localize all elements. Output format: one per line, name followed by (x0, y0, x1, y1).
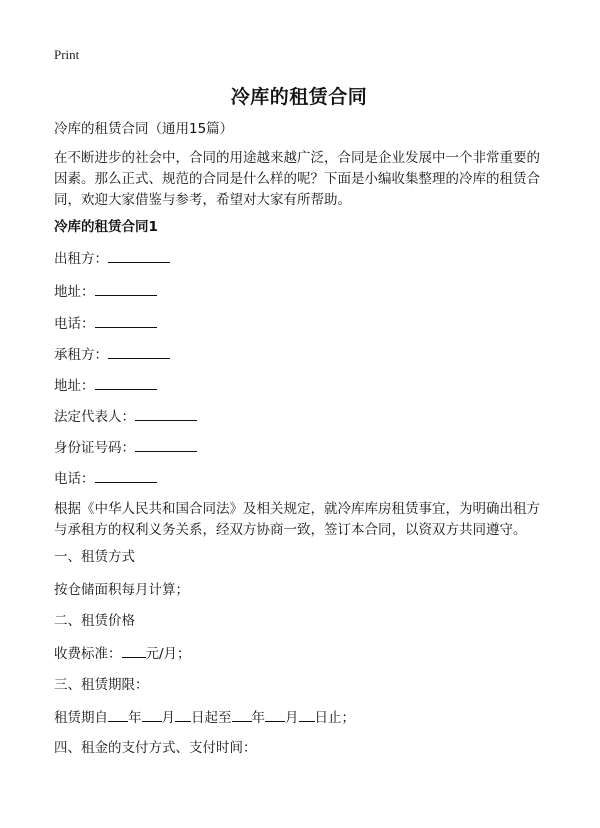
field-label: 法定代表人： (54, 409, 135, 425)
basis-paragraph: 根据《中华人民共和国合同法》及相关规定，就冷库库房租赁事宜，为明确出租方与承租方的权利义务关系，经双方协商一致，签订本合同，以资双方共同遵守。 (54, 501, 540, 538)
document-subtitle: 冷库的租赁合同（通用15篇） (54, 121, 234, 137)
blank-line (232, 707, 252, 722)
print-link[interactable]: Print (54, 47, 80, 62)
field-address-lessee (54, 375, 157, 396)
intro-paragraph: 在不断进步的社会中，合同的用途越来越广泛，合同是企业发展中一个非常重要的因素。那么正式、规范的合同是什么样的呢？下面是小编收集整理的冷库的租赁合同，欢迎大家借鉴与参考，希望对大家有所帮助。 (54, 150, 540, 208)
field-label: 身份证号码： (54, 440, 135, 456)
term-month: 月 (161, 710, 175, 726)
clause-1-heading: 一、租赁方式 (54, 549, 135, 565)
field-lessor (54, 248, 170, 269)
field-phone-lessee (54, 468, 157, 489)
clause-2-body (54, 643, 191, 664)
term-text: 租赁期自 (54, 710, 108, 726)
clause-3-body (54, 707, 355, 728)
blank-line (95, 313, 157, 328)
term-year: 年 (128, 710, 142, 726)
blank-line (265, 707, 285, 722)
blank-line (95, 281, 157, 296)
blank-line (142, 707, 162, 722)
blank-line (108, 707, 128, 722)
field-lessee (54, 344, 170, 365)
field-label: 承租方： (54, 347, 108, 363)
term-month: 月 (285, 710, 299, 726)
term-to: 日止； (314, 710, 355, 726)
blank-line (175, 707, 191, 722)
fee-unit: 元/月； (145, 646, 191, 662)
blank-line (299, 707, 315, 722)
page-title: 冷库的租赁合同 (230, 86, 368, 108)
section-heading: 冷库的租赁合同1 (54, 219, 158, 235)
field-legal-rep (54, 406, 197, 427)
blank-line (95, 375, 157, 390)
clause-4-heading: 四、租金的支付方式、支付时间： (54, 740, 257, 756)
field-id-number (54, 437, 197, 458)
blank-line (135, 406, 197, 421)
field-label: 电话： (54, 316, 95, 332)
clause-3-heading: 三、租赁期限： (54, 677, 149, 693)
field-label: 电话： (54, 471, 95, 487)
clause-1-body: 按仓储面积每月计算； (54, 582, 189, 598)
blank-line (108, 344, 170, 359)
blank-line (95, 468, 157, 483)
blank-line (135, 437, 197, 452)
blank-line (108, 248, 170, 263)
field-label: 地址： (54, 284, 95, 300)
fee-label: 收费标准： (54, 646, 122, 662)
blank-line (122, 643, 146, 658)
clause-2-heading: 二、租赁价格 (54, 613, 135, 629)
field-address-lessor (54, 281, 157, 302)
term-from: 日起至 (191, 710, 232, 726)
field-label: 出租方： (54, 251, 108, 267)
field-phone-lessor (54, 313, 157, 334)
term-year: 年 (251, 710, 265, 726)
field-label: 地址： (54, 378, 95, 394)
